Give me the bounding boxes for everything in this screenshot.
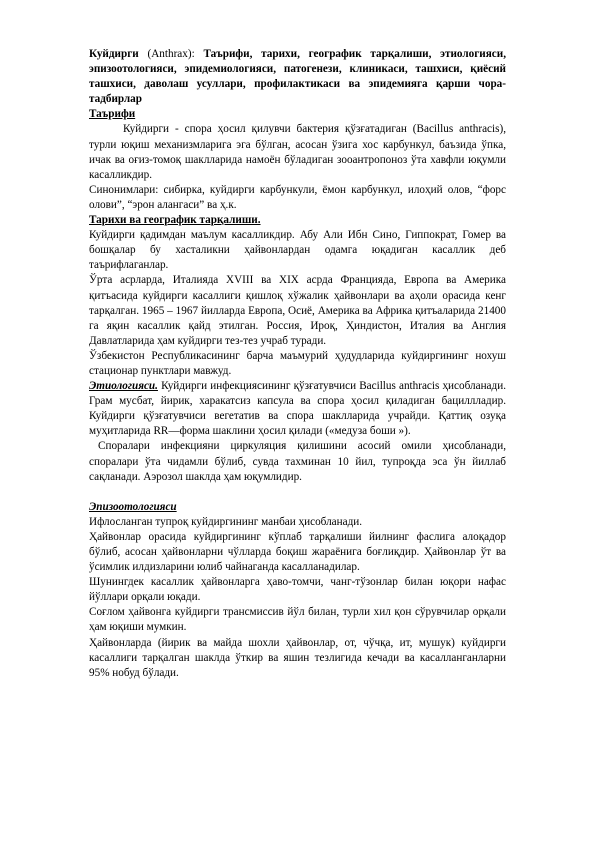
etiology-paragraph (89, 379, 506, 439)
spacer (89, 485, 506, 500)
etiology-paragraph-2: Споралари инфекцияни циркуляция қилишини асосий омили ҳисобланади, споралари ўта чидамли бўлиб, сувда тахминан 10 йил, тупроқда эса ўн йиллаб сақланади. Аэрозол шаклда ҳам юқумлидир. (89, 440, 506, 483)
section-title-epizootology (89, 500, 506, 515)
etiology-text: Куйдирги инфекциясининг қўзғатувчиси Bacillus anthracis ҳисобланади. Грам мусбат, йирик, харакатсиз капсула ва спора ҳосил қиладиган бациллладир. Куйдирги қўзғатувчиси вегетатив ва спора шаклларида учрайди. Қаттиқ озуқа муҳитларида RR—форма шаклини ҳосил қилади («медуза боши »). (89, 380, 506, 438)
history-paragraph-3: Ўзбекистон Республикасининг барча маъмурий ҳудудларида куйдиргининг нохуш стационар пунктлари мавжуд. (89, 349, 506, 377)
epizootology-paragraph-1: Ифлосланган тупроқ куйдиргининг манбаи ҳисобланади. (89, 515, 363, 528)
heading-part1: Куйдирги (89, 48, 139, 60)
history-paragraph-1: Куйдирги қадимдан маълум касалликдир. Абу Али Ибн Сино, Гиппократ, Гомер ва бошқалар бу хасталикни ҳайвонлардан одамга юқадиган касаллик деб таърифлаганлар. (89, 229, 506, 272)
history-paragraph-2: Ўрта асрларда, Италияда XVIII ва XIX асрда Францияда, Европа ва Америка қитъасида куйдирги касаллиги қишлоқ хўжалик ҳайвонлари ва аҳоли орасида кенг тарқалган. 1965 – 1967 йилларда Европа, Осиё, Америка ва Африка қитъаларида 21400 га яқин касаллик қайд этилган. Россия, Ироқ, Ҳиндистон, Италия ва Англия Давлатларида ҳам куйдирги тез-тез учраб туради. (89, 274, 506, 347)
document-heading (89, 47, 506, 107)
heading-part2: (Anthrax): (138, 48, 204, 60)
section-title-definition (89, 107, 506, 122)
heading-part3: Таърифи, тарихи, географик тарқалиши, этиологияси, эпизоотологияси, эпидемиологияси, патогенези, клиникаси, ташхиси, қиёсий ташхиси, даволаш усуллари, профилактикаси ва эпидемияга қарши чора-тадбирлар (89, 48, 506, 106)
etiology-title: Этиологияси. (89, 380, 158, 393)
document-page (89, 47, 506, 681)
section-title-history (89, 213, 506, 228)
definition-title-text: Таърифи (89, 108, 136, 121)
history-title-text: Тарихи ва географик тарқалиши. (89, 214, 261, 227)
epizootology-title-text: Эпизоотологияси (89, 500, 177, 513)
definition-paragraph: Куйдирги - спора ҳосил қилувчи бактерия қўзғатадиган (Bacillus anthracis), турли юқиш механизмларига эга бўлган, асосан ўзига хос карбункул, баъзида ўпка, ичак ва оғиз-томоқ шаклларида намоён бўладиган зооантропоноз ўта хавфли юқумли касалликдир. (89, 123, 506, 181)
epizootology-paragraph-5: Ҳайвонларда (йирик ва майда шохли ҳайвонлар, от, чўчқа, ит, мушук) куйдирги касаллиги тарқалган шаклда ўткир ва яшин тезлигида кечади ва касалланганларни 95% нобуд бўлади. (89, 636, 506, 679)
synonyms-paragraph: Синонимлари: сибирка, куйдирги карбункули, ёмон карбункул, илоҳий олов, “форс олови”, “эрон алангаси” ва ҳ.к. (89, 183, 506, 211)
epizootology-paragraph-4: Соғлом ҳайвонга куйдирги трансмиссив йўл билан, турли хил қон сўрувчилар орқали ҳам юқиши мумкин. (89, 606, 506, 634)
epizootology-paragraph-2: Ҳайвонлар орасида куйдиргининг кўплаб тарқалиши йилнинг фаслига алоқадор бўлиб, асосан ҳайвонларни чўлларда боқиш жараёнига боғлиқдир. Ҳайвонлар ўт ва ўсимлик илдизларини юлиб чайнаганда касалланадилар. (89, 530, 506, 574)
epizootology-paragraph-3: Шунингдек касаллик ҳайвонларга ҳаво-томчи, чанг-тўзонлар билан юқори нафас йўллари орқали юқади. (89, 576, 506, 604)
